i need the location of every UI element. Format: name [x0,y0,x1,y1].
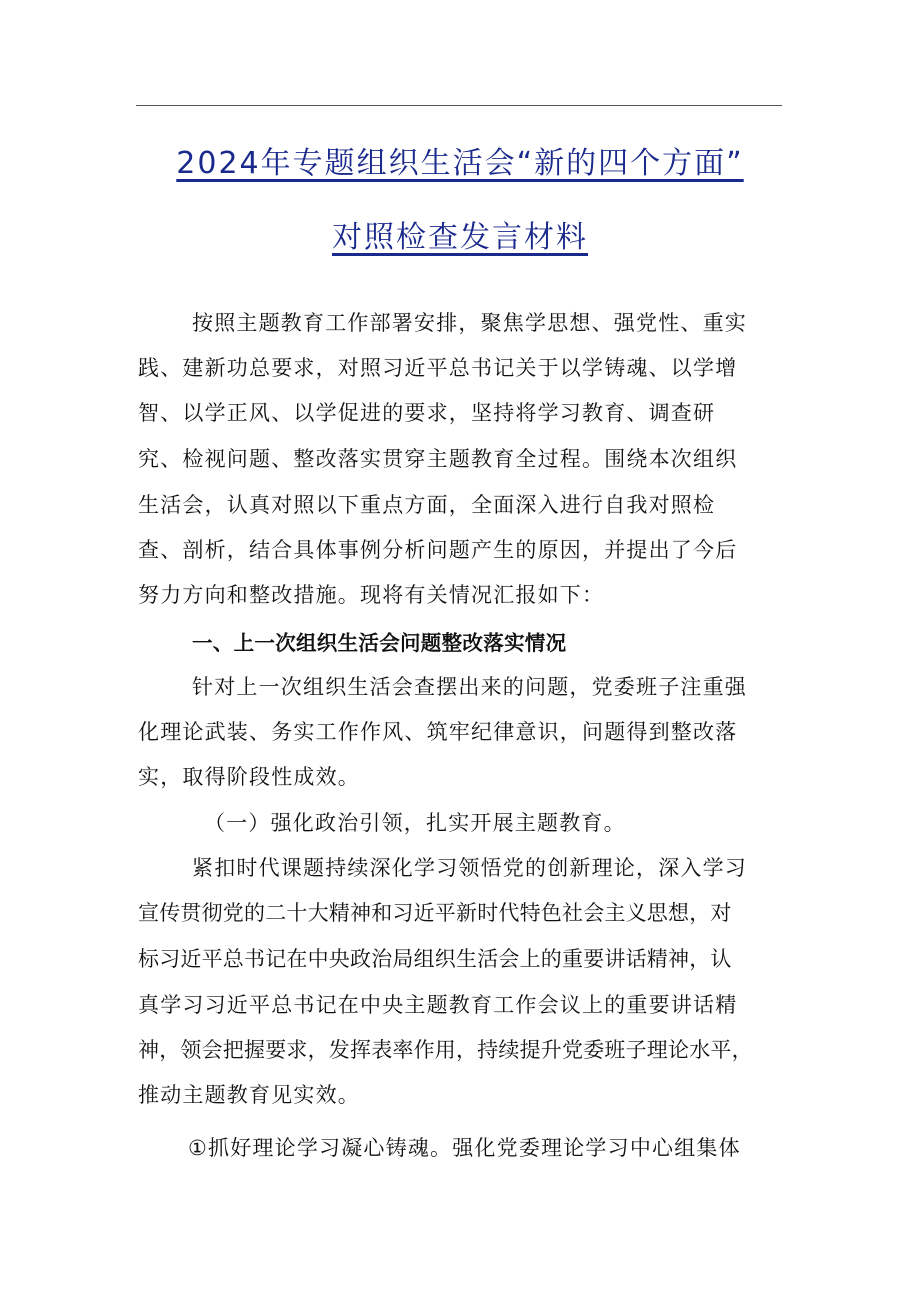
subsection-heading: （一）强化政治引领，扎实开展主题教育。 [204,811,626,835]
body-line: 化理论武装、务实工作作风、筑牢纪律意识，问题得到整改落 [138,720,738,744]
body-line: ①抓好理论学习凝心铸魂。强化党委理论学习中心组集体 [188,1136,741,1160]
section-heading: 一、上一次组织生活会问题整改落实情况 [192,631,567,655]
document-title-line-1: 2024年专题组织生活会“新的四个方面” [176,146,744,181]
body-line: 生活会，认真对照以下重点方面，全面深入进行自我对照检 [138,493,716,517]
body-line: 推动主题教育见实效。 [138,1083,360,1107]
body-line: 宣传贯彻党的二十大精神和习近平新时代特色社会主义思想，对 [138,901,732,925]
body-line: 究、检视问题、整改落实贯穿主题教育全过程。围绕本次组织 [138,447,738,471]
body-line: 按照主题教育工作部署安排，聚焦学思想、强党性、重实 [192,311,747,335]
body-line: 标习近平总书记在中央政治局组织生活会上的重要讲话精神，认 [138,947,732,971]
body-line: 努力方向和整改措施。现将有关情况汇报如下： [138,583,605,607]
body-line: 查、剖析，结合具体事例分析问题产生的原因，并提出了今后 [138,538,738,562]
header-rule [136,105,782,106]
body-line: 智、以学正风、以学促进的要求，坚持将学习教育、调查研 [138,401,716,425]
body-line: 针对上一次组织生活会查摆出来的问题，党委班子注重强 [192,675,747,699]
body-line: 践、建新功总要求，对照习近平总书记关于以学铸魂、以学增 [138,356,738,380]
body-line: 实，取得阶段性成效。 [138,765,360,789]
body-line: 真学习习近平总书记在中央主题教育工作会议上的重要讲话精 [138,993,738,1017]
body-line: 神，领会把握要求，发挥表率作用，持续提升党委班子理论水平， [138,1038,753,1062]
body-line: 紧扣时代课题持续深化学习领悟党的创新理论，深入学习 [192,856,747,880]
document-title-line-2: 对照检查发言材料 [332,220,588,255]
